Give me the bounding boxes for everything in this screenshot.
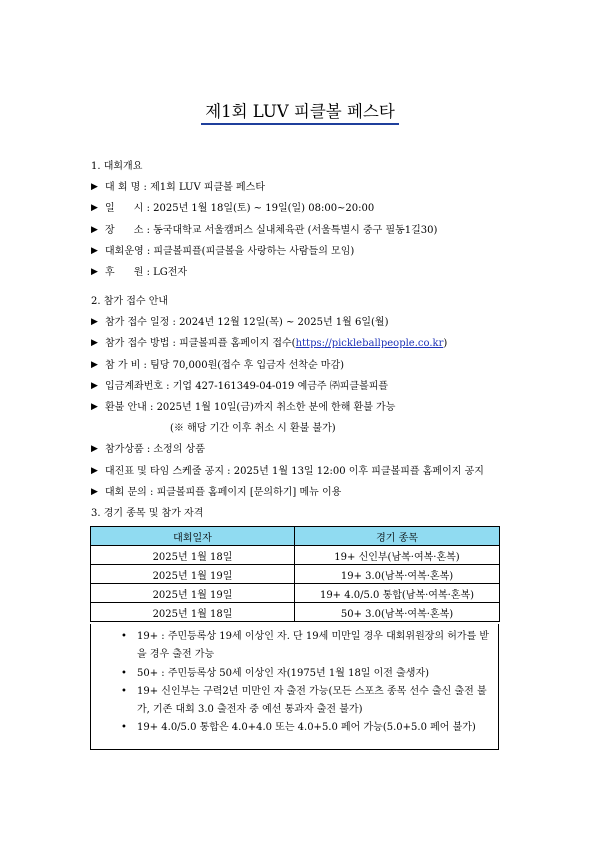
triangle-bullet-icon: ▶ bbox=[91, 317, 98, 327]
section-events bbox=[91, 503, 511, 524]
info-label: 참가 접수 일정 bbox=[105, 317, 170, 328]
info-label: 참가상품 bbox=[105, 444, 144, 456]
info-row: ▶ 입금계좌번호 : 기업 427-161349-04-019 예금주 ㈜피클볼피플 bbox=[91, 376, 511, 397]
info-value: 2024년 12월 12일(목) ~ 2025년 1월 6일(월) bbox=[179, 317, 389, 328]
section-heading: 3. 경기 종목 및 참가 자격 bbox=[91, 508, 204, 519]
info-row: ▶ 후 원 : LG전자 bbox=[91, 262, 511, 283]
triangle-bullet-icon: ▶ bbox=[91, 487, 98, 498]
info-row: ▶ 참가 접수 일정 : 2024년 12월 12일(목) ~ 2025년 1월 6일(월) bbox=[91, 312, 511, 333]
triangle-bullet-icon: ▶ bbox=[91, 402, 98, 413]
table-cell-event: 50+ 3.0(남복·여복·혼복) bbox=[295, 603, 500, 622]
section-heading: 2. 참가 접수 안내 bbox=[91, 296, 169, 307]
table-header-cell: 경기 종목 bbox=[295, 527, 500, 546]
info-label: 입금계좌번호 bbox=[105, 380, 163, 392]
table-row bbox=[91, 584, 500, 603]
info-value: 2025년 1월 10일(금)까지 취소한 분에 한해 환불 가능 bbox=[156, 402, 396, 414]
events-table bbox=[90, 526, 500, 622]
info-label: 후 원 bbox=[105, 267, 144, 279]
title-wrap bbox=[0, 98, 600, 125]
info-label: 일 시 bbox=[105, 203, 144, 215]
note-item: • 19+ 신인부는 구력2년 미만인 자 출전 가능(모든 스포츠 종목 선수 출신 출전 불가, 기존 대회 3.0 출전자 중 예선 통과자 출전 불가) bbox=[137, 683, 498, 720]
info-row: ▶ 일 시 : 2025년 1월 18일(토) ~ 19일(일) 08:00~20:00 bbox=[91, 198, 511, 219]
info-label: 대회 문의 bbox=[105, 487, 147, 499]
info-row: ▶ 대 회 명 : 제1회 LUV 피클볼 페스타 bbox=[91, 177, 511, 198]
note-item: • 19+ : 주민등록상 19세 이상인 자. 단 19세 미만일 경우 대회위원장의 허가를 받을 경우 출전 가능 bbox=[137, 628, 498, 665]
section-registration bbox=[91, 291, 511, 503]
info-label: 장 소 bbox=[105, 224, 144, 236]
info-row: ▶ 참가상품 : 소정의 상품 bbox=[91, 439, 511, 460]
document-title: 제1회 LUV 피클볼 페스타 bbox=[201, 98, 399, 125]
info-value: 동국대학교 서울캠퍼스 실내체육관 (서울특별시 중구 필동1길30) bbox=[153, 224, 438, 236]
info-row: ▶ 참 가 비 : 팀당 70,000원(접수 후 입금자 선착순 마감) bbox=[91, 355, 511, 376]
info-value: 기업 427-161349-04-019 예금주 ㈜피클볼피플 bbox=[172, 380, 389, 392]
info-label: 대 회 명 bbox=[105, 182, 141, 193]
table-cell-date: 2025년 1월 19일 bbox=[91, 565, 295, 584]
table-row bbox=[91, 603, 500, 622]
info-label: 참가 접수 방법 bbox=[105, 338, 170, 350]
info-value: 소정의 상품 bbox=[153, 444, 205, 456]
info-value: LG전자 bbox=[153, 267, 188, 279]
triangle-bullet-icon: ▶ bbox=[91, 444, 98, 455]
eligibility-notes bbox=[90, 624, 499, 750]
section-overview bbox=[91, 156, 511, 283]
triangle-bullet-icon: ▶ bbox=[91, 224, 98, 235]
info-value: 2025년 1월 13일 12:00 이후 피클볼피플 홈페이지 공지 bbox=[233, 465, 484, 477]
triangle-bullet-icon: ▶ bbox=[91, 465, 98, 476]
triangle-bullet-icon: ▶ bbox=[91, 359, 98, 370]
triangle-bullet-icon: ▶ bbox=[91, 380, 98, 391]
info-value: 2025년 1월 18일(토) ~ 19일(일) 08:00~20:00 bbox=[153, 203, 375, 215]
refund-note: (※ 해당 기간 이후 취소 시 환불 불가) bbox=[170, 423, 336, 435]
table-row bbox=[91, 546, 500, 565]
section-heading: 1. 대회개요 bbox=[91, 161, 143, 172]
info-value: 팀당 70,000원(접수 후 입금자 선착순 마감) bbox=[150, 359, 345, 371]
homepage-link[interactable]: https://pickleballpeople.co.kr bbox=[295, 338, 444, 350]
info-row: ▶ 대진표 및 타임 스케줄 공지 : 2025년 1월 13일 12:00 이후 피클볼피플 홈페이지 공지 bbox=[91, 461, 511, 482]
info-row: ▶ 대회운영 : 피클볼피플(피클볼을 사랑하는 사람들의 모임) bbox=[91, 241, 511, 262]
info-value: 피클볼피플 홈페이지 [문의하기] 메뉴 이용 bbox=[156, 487, 342, 499]
info-row: ▶ 참가 접수 방법 : 피클볼피플 홈페이지 접수( https://pickleballpeople.co.kr ) bbox=[91, 333, 511, 354]
triangle-bullet-icon: ▶ bbox=[91, 267, 98, 278]
triangle-bullet-icon: ▶ bbox=[91, 203, 98, 214]
info-value-end: ) bbox=[443, 338, 448, 350]
info-label: 참 가 비 bbox=[105, 359, 141, 371]
table-cell-event: 19+ 신인부(남복·여복·혼복) bbox=[295, 546, 500, 565]
triangle-bullet-icon: ▶ bbox=[91, 245, 98, 256]
table-cell-event: 19+ 4.0/5.0 통합(남복·여복·혼복) bbox=[295, 584, 500, 603]
table-header-row bbox=[91, 527, 500, 546]
table-cell-date: 2025년 1월 19일 bbox=[91, 584, 295, 603]
info-row: ▶ 장 소 : 동국대학교 서울캠퍼스 실내체육관 (서울특별시 중구 필동1길30) bbox=[91, 220, 511, 241]
table-cell-date: 2025년 1월 18일 bbox=[91, 546, 295, 565]
info-value: 피클볼피플(피클볼을 사랑하는 사람들의 모임) bbox=[153, 245, 355, 257]
triangle-bullet-icon: ▶ bbox=[91, 182, 98, 192]
triangle-bullet-icon: ▶ bbox=[91, 338, 98, 349]
info-value: 제1회 LUV 피클볼 페스타 bbox=[150, 182, 265, 193]
table-row bbox=[91, 565, 500, 584]
table-cell-date: 2025년 1월 18일 bbox=[91, 603, 295, 622]
info-row: ▶ 대회 문의 : 피클볼피플 홈페이지 [문의하기] 메뉴 이용 bbox=[91, 482, 511, 503]
note-item: • 50+ : 주민등록상 50세 이상인 자(1975년 1월 18일 이전 출생자) bbox=[137, 665, 498, 683]
info-value: 피클볼피플 홈페이지 접수( bbox=[179, 338, 296, 350]
info-label: 대진표 및 타임 스케줄 공지 bbox=[105, 465, 224, 477]
table-cell-event: 19+ 3.0(남복·여복·혼복) bbox=[295, 565, 500, 584]
info-label: 환불 안내 bbox=[105, 402, 147, 414]
info-row: ▶ 환불 안내 : 2025년 1월 10일(금)까지 취소한 분에 한해 환불 가능 bbox=[91, 397, 511, 418]
info-label: 대회운영 bbox=[105, 245, 144, 257]
table-header-cell: 대회일자 bbox=[91, 527, 295, 546]
note-item: • 19+ 4.0/5.0 통합은 4.0+4.0 또는 4.0+5.0 페어 가능(5.0+5.0 페어 불가) bbox=[137, 719, 498, 737]
